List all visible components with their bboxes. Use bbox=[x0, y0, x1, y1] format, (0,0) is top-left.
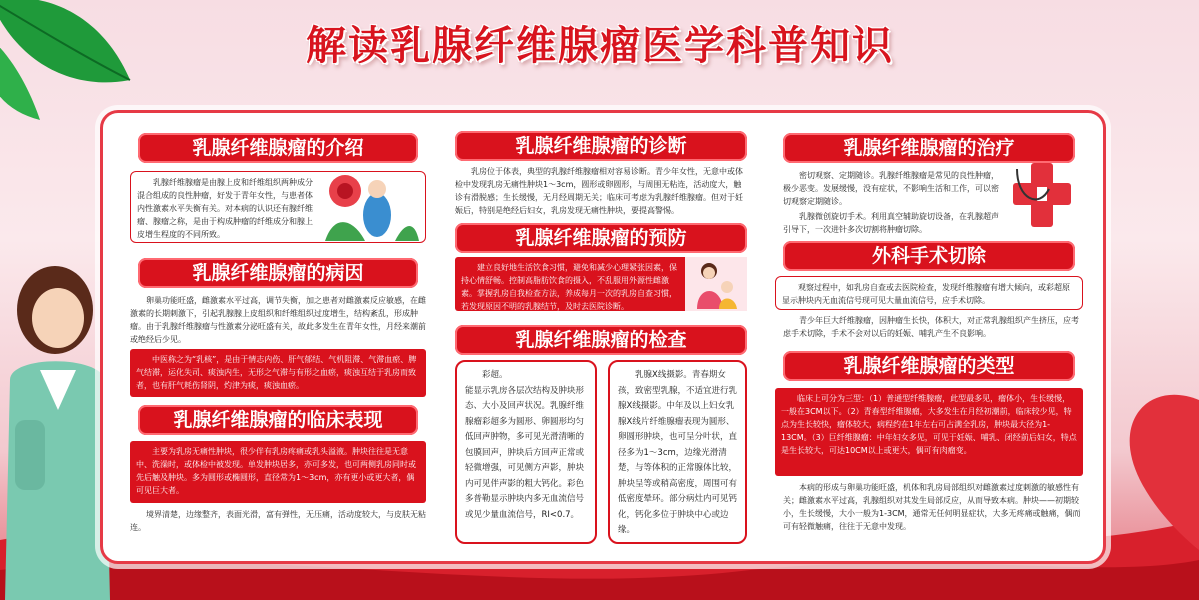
mother-child-illustration-icon bbox=[685, 257, 747, 311]
exam-xray-card: 乳腺X线摄影。青春期女孩，致密型乳腺，不适宜进行乳腺X线摄影。中年及以上妇女乳腺X线片纤维腺瘤表现为圆形、卵圆形肿块，也可呈分叶状，直径多为1～3cm，边缘光滑清楚，与等体积的正常腺体比较，肿块呈等或稍高密度，周围可有低密度晕环。部分病灶内可见钙化，钙化多位于肿块中心或边缘。 bbox=[608, 360, 747, 544]
clinical-text: 境界清楚，边缘整齐，表面光滑，富有弹性，无压痛，活动度较大，与皮肤无粘连。 bbox=[130, 510, 426, 532]
types-text: 本病的形成与卵巢功能旺盛，机体和乳房局部组织对雌激素过度刺激的敏感性有关；雌激素水平过高，乳腺组织对其发生局部反应，从而导致本病。肿块——初期较小，生长缓慢，大小一般为1-3CM，通常无任何明显症状，大多无疼痛或触痛，偶而可有轻微触痛，往往于无意中发现。 bbox=[783, 483, 1081, 531]
treatment-text-2: 乳腺微创旋切手术。利用真空辅助旋切设备，在乳腺超声引导下，一次进针多次切割将肿瘤切除。 bbox=[783, 212, 999, 234]
types-box: 临床上可分为三型：（1）普通型纤维腺瘤，此型最多见，瘤体小，生长缓慢，一般在3CM以下。（2）青春型纤维腺瘤，大多发生在月经初潮前，临床较少见，特点为生长较快，瘤体较大，病程约在1年左右可占满全乳房，肿块最大径为1-13CM。（3）巨纤维腺瘤：中年妇女多见，可见于妊娠、哺乳、闭经前后妇女，特点是生长较大，可达10CM以上或更大，偶可有肉瘤变。 bbox=[775, 388, 1083, 476]
intro-heading: 乳腺纤维腺瘤的介绍 bbox=[138, 133, 418, 163]
surgery-text: 青少年巨大纤维腺瘤，因肿瘤生长快，体积大，对正常乳腺组织产生挤压，应考虑手术切除，手术不会对以后的妊娠、哺乳产生不良影响。 bbox=[783, 316, 1079, 338]
clinical-box: 主要为乳房无痛性肿块，很少伴有乳房疼痛或乳头溢液。肿块往往是无意中、洗澡时，或体检中被发现。单发肿块居多，亦可多发，也可两侧乳房同时或先后触及肿块。多为圆形或椭圆形，直径常为1～3cm，亦有更小或更大者，偶可见巨大者。 bbox=[130, 441, 426, 503]
diagnosis-text: 乳房位于体表，典型的乳腺纤维腺瘤相对容易诊断。青少年女性，无意中或体检中发现乳房无痛性肿块1～3cm，圆形或卵圆形，与周围无粘连，活动度大，触诊有滑脱感；生长缓慢，无月经周期无关；临床可考虑为乳腺纤维腺瘤。但对于妊娠后，特别是绝经后妇女，乳房发现无痛性肿块，要提高警惕。 bbox=[455, 167, 743, 215]
types-heading: 乳腺纤维腺瘤的类型 bbox=[783, 351, 1075, 381]
diagnosis-heading: 乳腺纤维腺瘤的诊断 bbox=[455, 131, 747, 161]
surgery-box: 观察过程中，如乳房自查或去医院检查，发现纤维腺瘤有增大倾向，或彩超原显示肿块内无血流信号现可见大量血流信号，应手术切除。 bbox=[775, 276, 1083, 310]
intro-text: 乳腺纤维腺瘤是由腺上皮和纤维组织两种成分混合组成的良性肿瘤，好发于青年女性，与患者体内性激素水平失衡有关。对本病的认识还有腺纤维瘤、腺瘤之称，是由于构成肿瘤的纤维成分和腺上皮增生程度的不同所致。 bbox=[130, 171, 426, 243]
medical-cross-illustration-icon bbox=[1009, 159, 1075, 231]
exam-ultrasound-card: 彩超。 能显示乳房各层次结构及肿块形态、大小及回声状况。乳腺纤维腺瘤彩超多为圆形、卵圆形均匀低回声肿物，多可见光滑清晰的包膜回声，肿块后方回声正常或轻微增强，可见侧方声影，肿块内可见伴声影的粗大钙化。彩色多普勒显示肿块内多无血流信号或见少量血流信号，RI<0.7。 bbox=[455, 360, 597, 544]
prevention-heading: 乳腺纤维腺瘤的预防 bbox=[455, 223, 747, 253]
clinical-heading: 乳腺纤维腺瘤的临床表现 bbox=[138, 405, 418, 435]
page-title: 解读乳腺纤维腺瘤医学科普知识 bbox=[306, 23, 894, 69]
leaf-decoration-icon bbox=[0, 0, 150, 120]
cause-text: 卵巢功能旺盛，雌激素水平过高，调节失衡，加之患者对雌激素反应敏感，在雌激素的长期刺激下，引起乳腺腺上皮组织和纤维组织过度增生，结构紊乱，形成肿瘤。由于乳腺纤维腺瘤与性激素分泌旺盛有关，故此多发生在青年女性，月经来潮前或绝经后少见。 bbox=[130, 296, 426, 344]
cause-heading: 乳腺纤维腺瘤的病因 bbox=[138, 258, 418, 288]
treatment-heading: 乳腺纤维腺瘤的治疗 bbox=[783, 133, 1075, 163]
treatment-text-1: 密切观察、定期随诊。乳腺纤维腺瘤是常见的良性肿瘤，极少恶变。发展缓慢，没有症状，不影响生活和工作，可以密切观察定期随诊。 bbox=[783, 171, 999, 206]
cause-tcm-box: 中医称之为“乳核”，是由于情志内伤、肝气郁结、气机阻滞、气滞血瘀、脾气结滞，运化失司、痰浊内生，无形之气滞与有形之血瘀，痰浊互结于乳房而致者，也有肝气耗伤肾阴，灼津为痰，痰浊血瘀。 bbox=[130, 349, 426, 397]
content-board bbox=[100, 110, 1106, 564]
exam-heading: 乳腺纤维腺瘤的检查 bbox=[455, 325, 747, 355]
surgery-heading: 外科手术切除 bbox=[783, 241, 1075, 271]
flower-illustration-icon bbox=[315, 171, 419, 243]
doctor-illustration-icon bbox=[0, 260, 110, 600]
prevention-box: 建立良好地生活饮食习惯，避免和减少心理紧张因素，保持心情舒畅。控制高脂肪饮食的摄入，不乱服用外源性雌激素。掌握乳房自我检查方法，养成每月一次的乳房自查习惯，若发现原因不明的乳腺结节，及时去医院诊断。 bbox=[455, 257, 747, 311]
